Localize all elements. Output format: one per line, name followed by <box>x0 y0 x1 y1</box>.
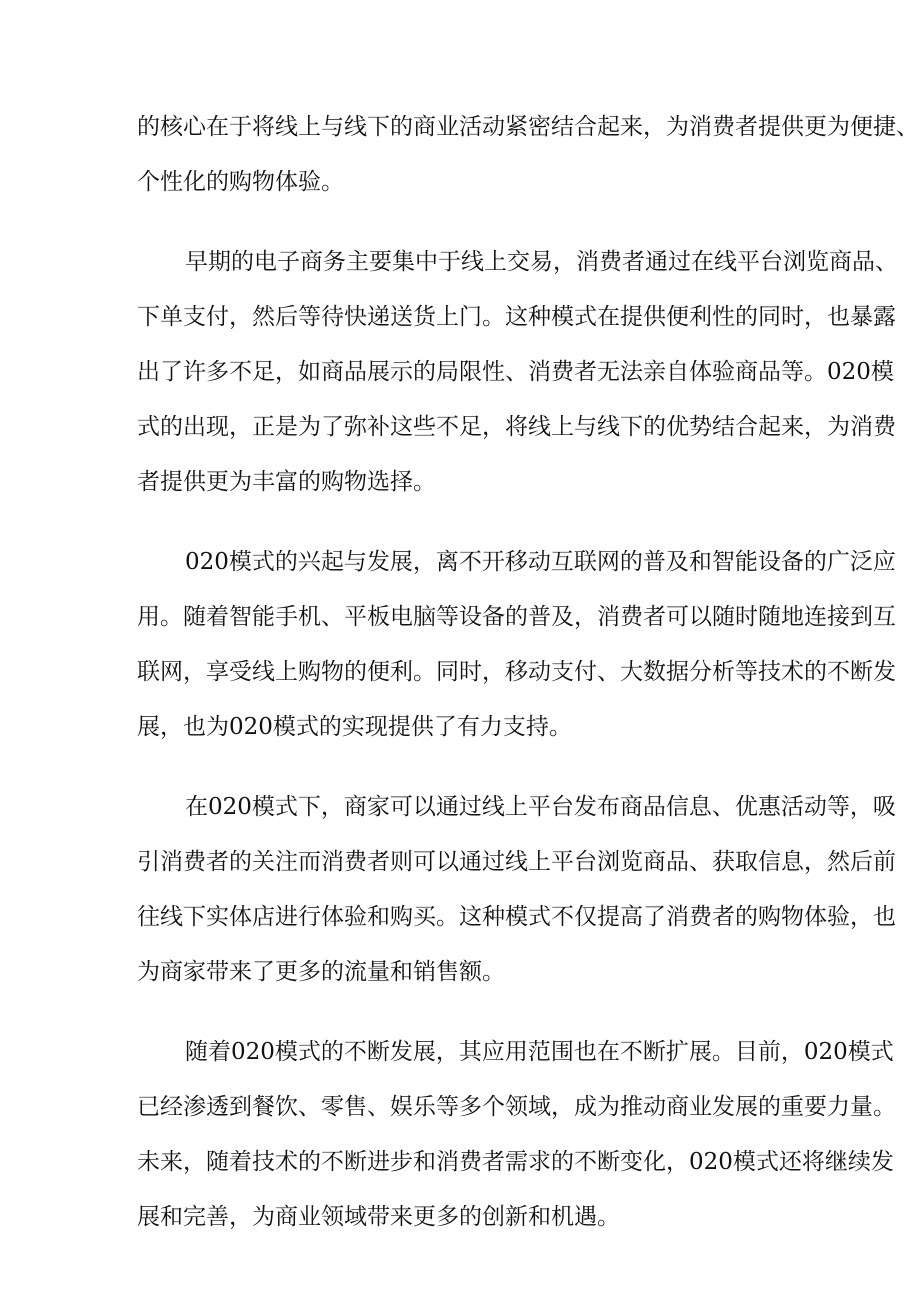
text-line: 为商家带来了更多的流量和销售额。 <box>137 959 505 985</box>
text-line: 者提供更为丰富的购物选择。 <box>137 469 436 495</box>
paragraph <box>137 780 896 1000</box>
text-line: 联网，享受线上购物的便利。同时，移动支付、大数据分析等技术的不断发 <box>137 659 896 685</box>
paragraph <box>137 535 896 755</box>
text-line: 在020模式下，商家可以通过线上平台发布商品信息、优惠活动等，吸 <box>185 794 896 820</box>
text-line: 出了许多不足，如商品展示的局限性、消费者无法亲自体验商品等。020模 <box>137 359 894 385</box>
text-line: 展，也为020模式的实现提供了有力支持。 <box>137 714 572 740</box>
text-line: 已经渗透到餐饮、零售、娱乐等多个领域，成为推动商业发展的重要力量。 <box>137 1094 896 1120</box>
text-line: 往线下实体店进行体验和购买。这种模式不仅提高了消费者的购物体验，也 <box>137 904 896 930</box>
paragraph <box>137 1025 896 1245</box>
text-line: 的核心在于将线上与线下的商业活动紧密结合起来，为消费者提供更为便捷、 <box>137 114 919 140</box>
text-line: 020模式的兴起与发展，离不开移动互联网的普及和智能设备的广泛应 <box>185 549 896 575</box>
text-line: 用。随着智能手机、平板电脑等设备的普及，消费者可以随时随地连接到互 <box>137 604 896 630</box>
text-line: 式的出现，正是为了弥补这些不足，将线上与线下的优势结合起来，为消费 <box>137 414 896 440</box>
text-line: 早期的电子商务主要集中于线上交易，消费者通过在线平台浏览商品、 <box>185 249 898 275</box>
text-line: 引消费者的关注而消费者则可以通过线上平台浏览商品、获取信息，然后前 <box>137 849 896 875</box>
paragraph <box>137 100 919 210</box>
paragraph <box>137 235 898 510</box>
text-line: 展和完善，为商业领域带来更多的创新和机遇。 <box>137 1204 620 1230</box>
text-line: 个性化的购物体验。 <box>137 169 344 195</box>
text-line: 下单支付，然后等待快递送货上门。这种模式在提供便利性的同时，也暴露 <box>137 304 896 330</box>
text-line: 未来，随着技术的不断进步和消费者需求的不断变化，020模式还将继续发 <box>137 1149 894 1175</box>
text-line: 随着020模式的不断发展，其应用范围也在不断扩展。目前，020模式 <box>185 1039 894 1065</box>
document-page <box>137 100 919 1270</box>
